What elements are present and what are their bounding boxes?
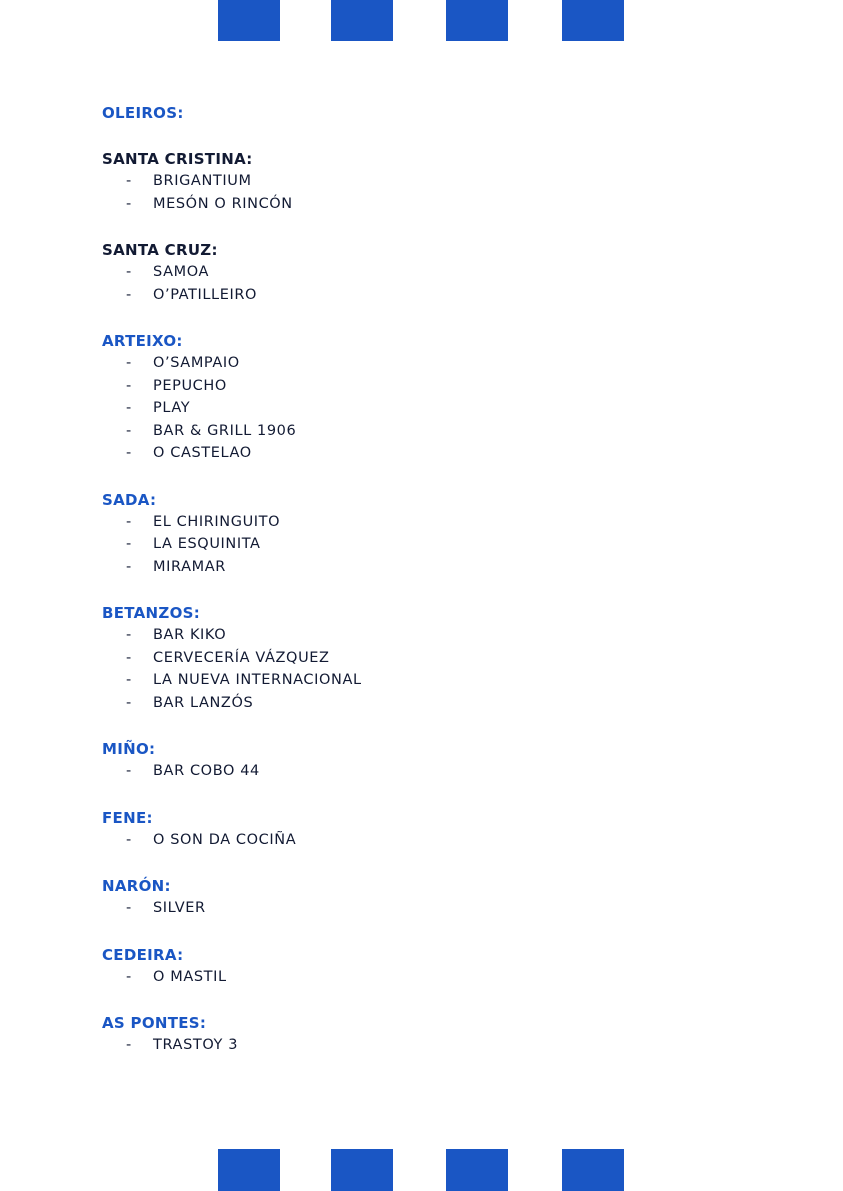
list-dash: - (126, 763, 132, 779)
section-heading: OLEIROS: (102, 104, 184, 122)
list-dash: - (126, 195, 132, 212)
decorative-square (562, 0, 624, 41)
section-heading: BETANZOS: (102, 604, 201, 622)
list-dash: - (126, 558, 132, 575)
list-item (102, 397, 782, 420)
venue-name: SAMOA (153, 264, 209, 280)
list-item (102, 647, 782, 670)
venue-name: EL CHIRINGUITO (153, 513, 281, 530)
list-dash: - (126, 513, 132, 530)
venue-name: BAR & GRILL 1906 (153, 422, 297, 439)
list-item (102, 669, 782, 692)
venue-name: O CASTELAO (153, 445, 252, 461)
section-heading: AS PONTES: (102, 1014, 207, 1032)
decorative-square (331, 1149, 393, 1191)
venue-name: PLAY (153, 400, 191, 416)
list-dash: - (126, 649, 132, 666)
venue-name: CERVECERÍA VÁZQUEZ (153, 649, 330, 666)
section-heading: NARÓN: (102, 877, 171, 895)
section (102, 489, 782, 579)
venue-items (102, 261, 782, 306)
section (102, 875, 782, 920)
section-heading: SANTA CRUZ: (102, 241, 218, 259)
list-item (102, 420, 782, 443)
decorative-square (562, 1149, 624, 1191)
list-item (102, 284, 782, 307)
list-dash: - (126, 422, 132, 439)
venue-name: O’PATILLEIRO (153, 286, 258, 303)
list-item (102, 624, 782, 647)
list-dash: - (126, 286, 132, 303)
list-item (102, 1034, 782, 1057)
decorative-square (218, 0, 280, 41)
section (102, 330, 782, 465)
venue-items (102, 352, 782, 465)
list-item (102, 261, 782, 284)
venue-name: MIRAMAR (153, 558, 226, 575)
venue-name: BRIGANTIUM (153, 173, 252, 189)
bottom-decoration (0, 1149, 843, 1191)
section (102, 944, 782, 989)
venue-name: BAR KIKO (153, 627, 227, 643)
venue-items (102, 966, 782, 989)
list-item (102, 760, 782, 783)
venue-list (102, 102, 782, 1081)
list-dash: - (126, 355, 132, 371)
venue-name: PEPUCHO (153, 377, 227, 394)
venue-items (102, 897, 782, 920)
section (102, 1012, 782, 1057)
section-heading: MIÑO: (102, 740, 156, 758)
section (102, 807, 782, 852)
list-item (102, 352, 782, 375)
list-dash: - (126, 672, 132, 688)
list-dash: - (126, 831, 132, 848)
venue-items (102, 760, 782, 783)
section-heading: ARTEIXO: (102, 332, 183, 350)
venue-items (102, 624, 782, 714)
list-item (102, 966, 782, 989)
section (102, 239, 782, 306)
venue-name: SILVER (153, 900, 206, 916)
venue-items (102, 511, 782, 579)
list-dash: - (126, 445, 132, 461)
venue-items (102, 170, 782, 215)
list-dash: - (126, 400, 132, 416)
decorative-square (446, 0, 508, 41)
venue-name: LA NUEVA INTERNACIONAL (153, 672, 362, 688)
section (102, 148, 782, 215)
venue-name: O SON DA COCIÑA (153, 831, 297, 848)
list-item (102, 170, 782, 193)
list-item (102, 556, 782, 579)
venue-name: TRASTOY 3 (153, 1037, 239, 1053)
section-heading: CEDEIRA: (102, 945, 184, 964)
section (102, 602, 782, 714)
venue-items (102, 1034, 782, 1057)
decorative-square (218, 1149, 280, 1191)
list-item (102, 193, 782, 216)
list-dash: - (126, 173, 132, 189)
list-dash: - (126, 536, 132, 552)
list-dash: - (126, 968, 132, 985)
list-item (102, 442, 782, 465)
venue-name: LA ESQUINITA (153, 536, 261, 552)
list-item (102, 533, 782, 556)
list-dash: - (126, 900, 132, 916)
list-dash: - (126, 264, 132, 280)
list-dash: - (126, 1037, 132, 1053)
list-item (102, 897, 782, 920)
venue-name: O MASTIL (153, 968, 227, 985)
list-item (102, 511, 782, 534)
section (102, 738, 782, 783)
section-heading: FENE: (102, 808, 153, 827)
venue-name: BAR LANZÓS (153, 694, 254, 711)
list-dash: - (126, 694, 132, 711)
venue-name: O’SAMPAIO (153, 355, 240, 371)
list-item (102, 829, 782, 852)
list-dash: - (126, 377, 132, 394)
section-heading: SADA: (102, 490, 157, 509)
venue-name: BAR COBO 44 (153, 763, 260, 779)
list-item (102, 375, 782, 398)
section-heading: SANTA CRISTINA: (102, 150, 253, 168)
section (102, 102, 782, 124)
venue-name: MESÓN O RINCÓN (153, 195, 293, 212)
top-decoration (0, 0, 843, 41)
venue-items (102, 829, 782, 852)
decorative-square (331, 0, 393, 41)
list-dash: - (126, 627, 132, 643)
decorative-square (446, 1149, 508, 1191)
list-item (102, 692, 782, 715)
